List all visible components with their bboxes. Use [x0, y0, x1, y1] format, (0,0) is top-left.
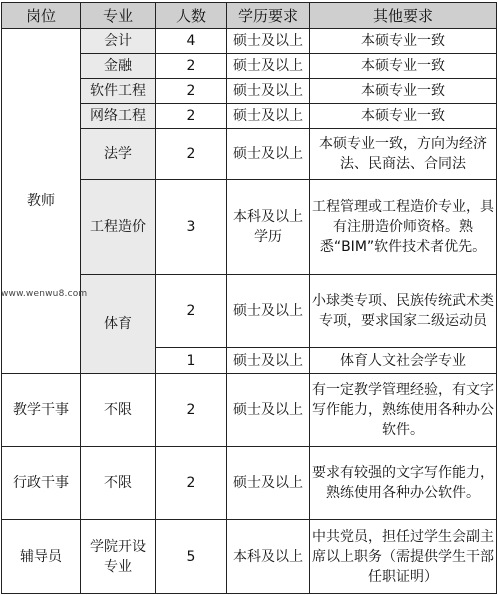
post-teacher: 教师 — [2, 29, 81, 374]
major-cell: 金融 — [81, 54, 156, 79]
other-cell: 本硕专业一致 — [310, 104, 497, 129]
count-cell: 2 — [156, 54, 227, 79]
count-cell: 2 — [156, 447, 227, 520]
header-education: 学历要求 — [227, 3, 310, 29]
table-row — [2, 520, 497, 594]
count-cell: 2 — [156, 79, 227, 104]
count-cell: 2 — [156, 104, 227, 129]
other-cell: 本硕专业一致，方向为经济法、民商法、合同法 — [310, 129, 497, 180]
other-cell: 本硕专业一致 — [310, 54, 497, 79]
major-cell: 不限 — [81, 374, 156, 447]
other-cell: 本硕专业一致 — [310, 29, 497, 54]
table-row — [2, 447, 497, 520]
other-cell: 小球类专项、民族传统武术类专项，要求国家二级运动员 — [310, 275, 497, 348]
major-cell: 体育 — [81, 275, 156, 374]
education-cell: 硕士及以上 — [227, 374, 310, 447]
header-row — [2, 3, 497, 29]
header-count: 人数 — [156, 3, 227, 29]
count-cell: 3 — [156, 180, 227, 275]
table-row — [2, 374, 497, 447]
major-cell: 法学 — [81, 129, 156, 180]
education-cell: 硕士及以上 — [227, 29, 310, 54]
other-cell: 工程管理或工程造价专业，具有注册造价师资格。熟悉“BIM”软件技术者优先。 — [310, 180, 497, 275]
education-cell: 硕士及以上 — [227, 54, 310, 79]
major-cell: 学院开设专业 — [81, 520, 156, 594]
major-cell: 工程造价 — [81, 180, 156, 275]
count-cell: 4 — [156, 29, 227, 54]
education-cell: 本科及以上 — [227, 520, 310, 594]
education-cell: 硕士及以上 — [227, 104, 310, 129]
other-cell: 本硕专业一致 — [310, 79, 497, 104]
other-cell: 中共党员，担任过学生会副主席以上职务（需提供学生干部任职证明） — [310, 520, 497, 594]
header-post: 岗位 — [2, 3, 81, 29]
education-cell: 本科及以上学历 — [227, 180, 310, 275]
count-cell: 1 — [156, 348, 227, 374]
major-cell: 不限 — [81, 447, 156, 520]
other-cell: 要求有较强的文字写作能力，熟练使用各种办公软件。 — [310, 447, 497, 520]
education-cell: 硕士及以上 — [227, 275, 310, 348]
major-cell: 会计 — [81, 29, 156, 54]
other-cell: 有一定教学管理经验，有文字写作能力，熟练使用各种办公软件。 — [310, 374, 497, 447]
header-major: 专业 — [81, 3, 156, 29]
count-cell: 2 — [156, 374, 227, 447]
major-cell: 软件工程 — [81, 79, 156, 104]
post-admin-affairs: 行政干事 — [2, 447, 81, 520]
other-cell: 体育人文社会学专业 — [310, 348, 497, 374]
education-cell: 硕士及以上 — [227, 129, 310, 180]
table-row — [2, 29, 497, 54]
post-academic-affairs: 教学干事 — [2, 374, 81, 447]
count-cell: 2 — [156, 129, 227, 180]
count-cell: 2 — [156, 275, 227, 348]
watermark: www.wenwu8.com — [1, 289, 88, 299]
post-counselor: 辅导员 — [2, 520, 81, 594]
education-cell: 硕士及以上 — [227, 79, 310, 104]
count-cell: 5 — [156, 520, 227, 594]
education-cell: 硕士及以上 — [227, 447, 310, 520]
major-cell: 网络工程 — [81, 104, 156, 129]
education-cell: 硕士及以上 — [227, 348, 310, 374]
header-other: 其他要求 — [310, 3, 497, 29]
